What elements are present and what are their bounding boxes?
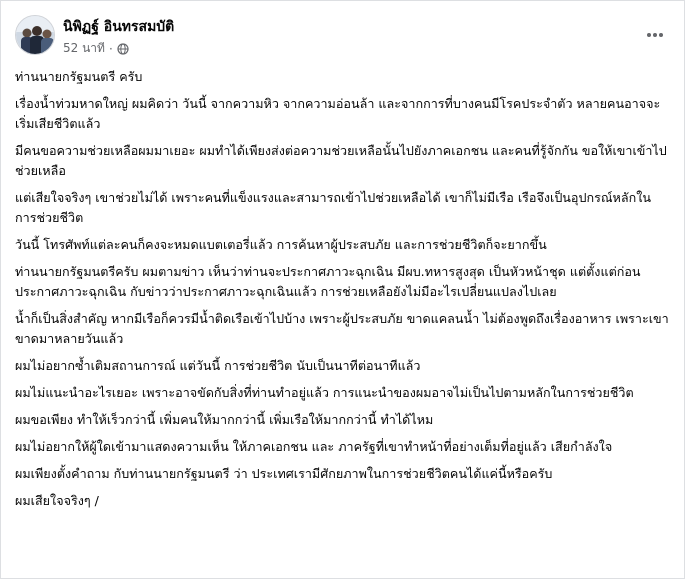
more-options-button[interactable]: [641, 21, 669, 49]
post-paragraph: น้ำก็เป็นสิ่งสำคัญ หากมีเรือก็ควรมีน้ำติดเรือเข้าไปบ้าง เพราะผู้ประสบภัย ขาดแคลนน้ำ ไม่ต้องพูดถึงเรื่องอาหาร เพราะเขาขาดมาหลายวันแล้ว: [15, 311, 669, 346]
author-name[interactable]: นิพิฏฐ์ อินทรสมบัติ: [63, 19, 175, 35]
post-paragraph: แต่เสียใจจริงๆ เขาช่วยไม่ได้ เพราะคนที่แข็งแรงและสามารถเข้าไปช่วยเหลือได้ เขาก็ไม่มีเรือ เรือจึงเป็นอุปกรณ์หลักในการช่วยชีวิต: [15, 190, 651, 225]
post-meta: [63, 39, 129, 58]
post-paragraph: ท่านนายกรัฐมนตรี ครับ: [15, 69, 143, 84]
post-paragraph: วันนี้ โทรศัพท์แต่ละคนก็คงจะหมดแบตเตอรี่แล้ว การค้นหาผู้ประสบภัย และการช่วยชีวิตก็จะยากขึ้น: [15, 237, 547, 252]
meta-separator: ·: [108, 41, 113, 56]
author-avatar[interactable]: [15, 15, 55, 55]
post-paragraph: ผมเพียงตั้งคำถาม กับท่านนายกรัฐมนตรี ว่า ประเทศเรามีศักยภาพในการช่วยชีวิตคนได้แค่นี้หรือครับ: [15, 466, 553, 481]
post-paragraph: ผมขอเพียง ทำให้เร็วกว่านี้ เพิ่มคนให้มากกว่านี้ เพิ่มเรือให้มากกว่านี้ ทำได้ไหม: [15, 412, 434, 427]
post-body: [15, 67, 671, 518]
post-paragraph: ผมไม่แนะนำอะไรเยอะ เพราะอาจขัดกับสิ่งที่ท่านทำอยู่แล้ว การแนะนำของผมอาจไม่เป็นไปตามหลักในการช่วยชีวิต: [15, 385, 634, 400]
more-dots-icon: [646, 32, 664, 38]
avatar-photo-icon: [16, 16, 55, 55]
post-paragraph: ผมไม่อยากซ้ำเติมสถานการณ์ แต่วันนี้ การช่วยชีวิต นับเป็นนาทีต่อนาทีแล้ว: [15, 358, 421, 373]
globe-icon[interactable]: [117, 43, 129, 55]
post-paragraph: เรื่องน้ำท่วมหาดใหญ่ ผมคิดว่า วันนี้ จากความหิว จากความอ่อนล้า และจากการที่บางคนมีโรคประจำตัว หลายคนอาจจะเริ่มเสียชีวิตแล้ว: [15, 96, 661, 131]
post-paragraph: ผมเสียใจจริงๆ /: [15, 493, 99, 508]
post-paragraph: มีคนขอความช่วยเหลือผมมาเยอะ ผมทำได้เพียงส่งต่อความช่วยเหลือนั้นไปยังภาคเอกชน และคนที่รู้จักกัน ขอให้เขาเข้าไปช่วยเหลือ: [15, 143, 667, 178]
post-paragraph: ผมไม่อยากให้ผู้ใดเข้ามาแสดงความเห็น ให้ภาคเอกชน และ ภาครัฐที่เขาทำหน้าที่อย่างเต็มที่อยู่แล้ว เสียกำลังใจ: [15, 439, 613, 454]
post-timestamp[interactable]: 52 นาที: [63, 41, 105, 55]
post-paragraph: ท่านนายกรัฐมนตรีครับ ผมตามข่าว เห็นว่าท่านจะประกาศภาวะฉุกเฉิน มีผบ.ทหารสูงสุด เป็นหัวหน้าชุด แต่ตั้งแต่ก่อนประกาศภาวะฉุกเฉิน กับข่าวว่าประกาศภาวะฉุกเฉินแล้ว การช่วยเหลือยังไม่มีอะไรเปลี่ยนแปลงไปเลย: [15, 264, 641, 299]
post-header: [15, 15, 671, 59]
